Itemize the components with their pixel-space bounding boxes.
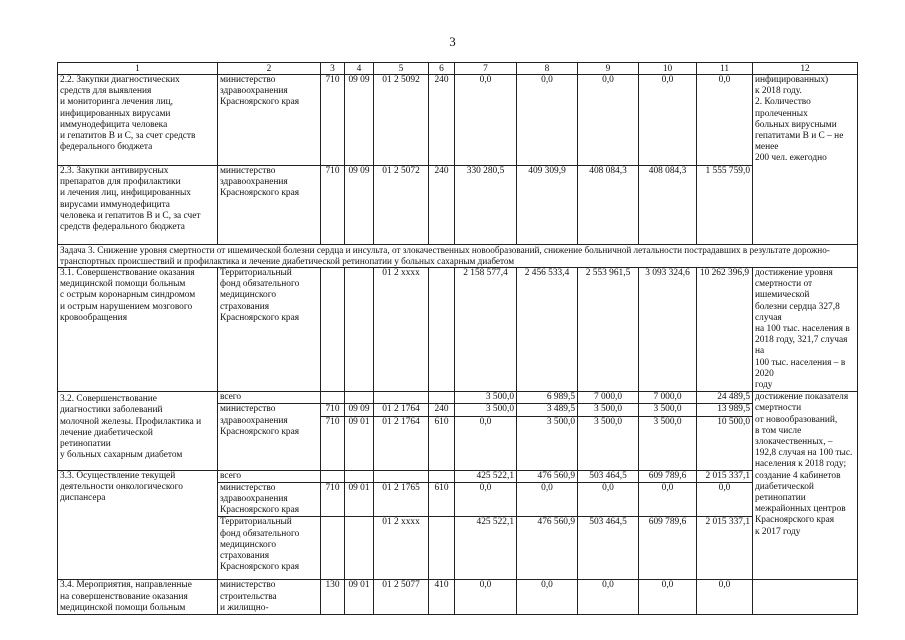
code-expense: 240 xyxy=(429,404,455,416)
code-target: 01 2 1765 xyxy=(374,482,429,517)
code-section: 09 09 xyxy=(345,166,374,245)
table-row-3-1 xyxy=(58,268,858,392)
code-target: 01 2 хххх xyxy=(374,517,429,580)
value-2019: 3 500,0 xyxy=(639,404,697,416)
col-header: 1 xyxy=(58,63,218,75)
value-2016: 425 522,1 xyxy=(455,517,517,580)
value-2019: 0,0 xyxy=(639,482,697,517)
value-total: 10 500,0 xyxy=(697,416,753,470)
value-2016: 0,0 xyxy=(455,482,517,517)
table-row-3-3-total xyxy=(58,470,858,482)
code-grbs: 710 xyxy=(321,75,345,166)
col-header: 8 xyxy=(517,63,578,75)
responsible-org: министерство здравоохранения Красноярского края xyxy=(218,166,321,245)
expected-result: достижение показателя смертности от новообразований, в том числе злокачественных, – 192,8 случая на 100 тыс. населения к 2018 году; создание 4 кабинетов диабетической ретинопатии межрайонных центров Красноярского края к 2017 году xyxy=(753,392,858,580)
value-2018: 3 500,0 xyxy=(578,416,639,470)
value-2017: 6 989,5 xyxy=(517,392,578,404)
code-target: 01 2 1764 xyxy=(374,416,429,470)
responsible-org: всего xyxy=(218,470,321,482)
code-expense: 610 xyxy=(429,482,455,517)
program-table xyxy=(57,62,858,615)
value-2016: 330 280,5 xyxy=(455,166,517,245)
value-total: 10 262 396,9 xyxy=(697,268,753,392)
table-row-3-4 xyxy=(58,580,858,615)
value-total: 13 989,5 xyxy=(697,404,753,416)
code-target: 01 2 1764 xyxy=(374,404,429,416)
value-2019: 609 789,6 xyxy=(639,517,697,580)
column-numbers-row xyxy=(58,63,858,75)
code-expense: 610 xyxy=(429,416,455,470)
code-section: 09 09 xyxy=(345,75,374,166)
col-header: 5 xyxy=(374,63,429,75)
col-header: 10 xyxy=(639,63,697,75)
measure-name: 3.4. Мероприятия, направленные на совершенствование оказания медицинской помощи больным xyxy=(58,580,218,615)
code-section: 09 09 xyxy=(345,404,374,416)
measure-name: 3.1. Совершенствование оказания медицинской помощи больным с острым коронарным синдромом и острым нарушением мозгового кровообращения xyxy=(58,268,218,392)
value-2017: 476 560,9 xyxy=(517,517,578,580)
measure-name: 2.3. Закупки антивирусных препаратов для профилактики и лечения лиц, инфицированных вирусами иммунодефицита человека и гепатитов В и С, за счет средств федерального бюджета xyxy=(58,166,218,245)
code-target: 01 2 5092 xyxy=(374,75,429,166)
value-2019: 0,0 xyxy=(639,580,697,615)
code-section: 09 01 xyxy=(345,416,374,470)
code-grbs xyxy=(321,268,345,392)
code-grbs: 710 xyxy=(321,482,345,517)
responsible-org: Территориальный фонд обязательного медицинского страхования Красноярского края xyxy=(218,517,321,580)
value-total: 0,0 xyxy=(697,75,753,166)
value-2019: 408 084,3 xyxy=(639,166,697,245)
expected-result-empty xyxy=(753,580,858,615)
responsible-org: всего xyxy=(218,392,321,404)
value-2016: 3 500,0 xyxy=(455,392,517,404)
value-total: 2 015 337,1 xyxy=(697,470,753,482)
code-expense: 410 xyxy=(429,580,455,615)
col-header: 6 xyxy=(429,63,455,75)
expected-result: достижение уровня смертности от ишемической болезни сердца 327,8 случая на 100 тыс. населения в 2018 году, 321,7 случая на 100 тыс. населения – в 2020 году xyxy=(753,268,858,392)
measure-name: 3.2. Совершенствование диагностики заболеваний молочной железы. Профилактика и лечение диабетической ретинопатии у больных сахарным диабетом xyxy=(58,392,218,470)
code-expense xyxy=(429,268,455,392)
value-2018: 0,0 xyxy=(578,482,639,517)
col-header: 7 xyxy=(455,63,517,75)
value-2018: 503 464,5 xyxy=(578,470,639,482)
col-header: 9 xyxy=(578,63,639,75)
code-grbs: 130 xyxy=(321,580,345,615)
responsible-org: министерство здравоохранения Красноярского края xyxy=(218,404,321,470)
value-2017: 476 560,9 xyxy=(517,470,578,482)
col-header: 2 xyxy=(218,63,321,75)
table-row-3-2-total xyxy=(58,392,858,404)
value-2017: 0,0 xyxy=(517,75,578,166)
responsible-org: Территориальный фонд обязательного медицинского страхования Красноярского края xyxy=(218,268,321,392)
value-total: 1 555 759,0 xyxy=(697,166,753,245)
value-2018: 408 084,3 xyxy=(578,166,639,245)
value-2017: 409 309,9 xyxy=(517,166,578,245)
code-target: 01 2 5077 xyxy=(374,580,429,615)
value-2018: 0,0 xyxy=(578,75,639,166)
value-2016: 0,0 xyxy=(455,580,517,615)
code-grbs: 710 xyxy=(321,416,345,470)
task-3-heading: Задача 3. Снижение уровня смертности от ишемической болезни сердца и инсульта, от злокачественных новообразований, снижение больничной летальности пострадавших в результате дорожно-транспортных происшествий и профилактика и лечение диабетической ретинопатии у больных сахарным диабетом xyxy=(58,245,858,268)
col-header: 3 xyxy=(321,63,345,75)
measure-name: 2.2. Закупки диагностических средств для выявления и мониторинга лечения лиц, инфицированных вирусами иммунодефицита человека и гепатитов В и С, за счет средств федерального бюджета xyxy=(58,75,218,166)
table-row-2-2 xyxy=(58,75,858,166)
responsible-org: министерство здравоохранения Красноярского края xyxy=(218,482,321,517)
value-2017: 3 500,0 xyxy=(517,416,578,470)
value-2018: 7 000,0 xyxy=(578,392,639,404)
col-header: 12 xyxy=(753,63,858,75)
value-2017: 0,0 xyxy=(517,580,578,615)
code-section: 09 01 xyxy=(345,580,374,615)
code-expense: 240 xyxy=(429,75,455,166)
code-section xyxy=(345,268,374,392)
value-total: 2 015 337,1 xyxy=(697,517,753,580)
value-total: 24 489,5 xyxy=(697,392,753,404)
code-grbs: 710 xyxy=(321,166,345,245)
value-2017: 3 489,5 xyxy=(517,404,578,416)
code-section: 09 01 xyxy=(345,482,374,517)
code-expense: 240 xyxy=(429,166,455,245)
table-row-2-3 xyxy=(58,166,858,245)
value-2017: 0,0 xyxy=(517,482,578,517)
measure-name: 3.3. Осуществление текущей деятельности онкологического диспансера xyxy=(58,470,218,580)
value-2019: 3 500,0 xyxy=(639,416,697,470)
value-total: 0,0 xyxy=(697,580,753,615)
value-2019: 7 000,0 xyxy=(639,392,697,404)
responsible-org: министерство здравоохранения Красноярского края xyxy=(218,75,321,166)
code-target: 01 2 хххх xyxy=(374,268,429,392)
value-2018: 2 553 961,5 xyxy=(578,268,639,392)
value-2018: 3 500,0 xyxy=(578,404,639,416)
value-2019: 0,0 xyxy=(639,75,697,166)
value-2019: 609 789,6 xyxy=(639,470,697,482)
value-2018: 0,0 xyxy=(578,580,639,615)
responsible-org: министерство строительства и жилищно- xyxy=(218,580,321,615)
code-grbs: 710 xyxy=(321,404,345,416)
value-2016: 2 158 577,4 xyxy=(455,268,517,392)
value-2016: 0,0 xyxy=(455,75,517,166)
value-2018: 503 464,5 xyxy=(578,517,639,580)
value-2016: 425 522,1 xyxy=(455,470,517,482)
page-number: 3 xyxy=(449,34,456,49)
value-2017: 2 456 533,4 xyxy=(517,268,578,392)
col-header: 11 xyxy=(697,63,753,75)
expected-result-empty xyxy=(753,166,858,245)
task-3-row xyxy=(58,245,858,268)
code-target: 01 2 5072 xyxy=(374,166,429,245)
expected-result: инфицированных) к 2018 году. 2. Количество пролеченных больных вирусными гепатитами В и С – не менее 200 чел. ежегодно xyxy=(753,75,858,166)
value-2016: 0,0 xyxy=(455,416,517,470)
value-total: 0,0 xyxy=(697,482,753,517)
value-2019: 3 093 324,6 xyxy=(639,268,697,392)
value-2016: 3 500,0 xyxy=(455,404,517,416)
col-header: 4 xyxy=(345,63,374,75)
